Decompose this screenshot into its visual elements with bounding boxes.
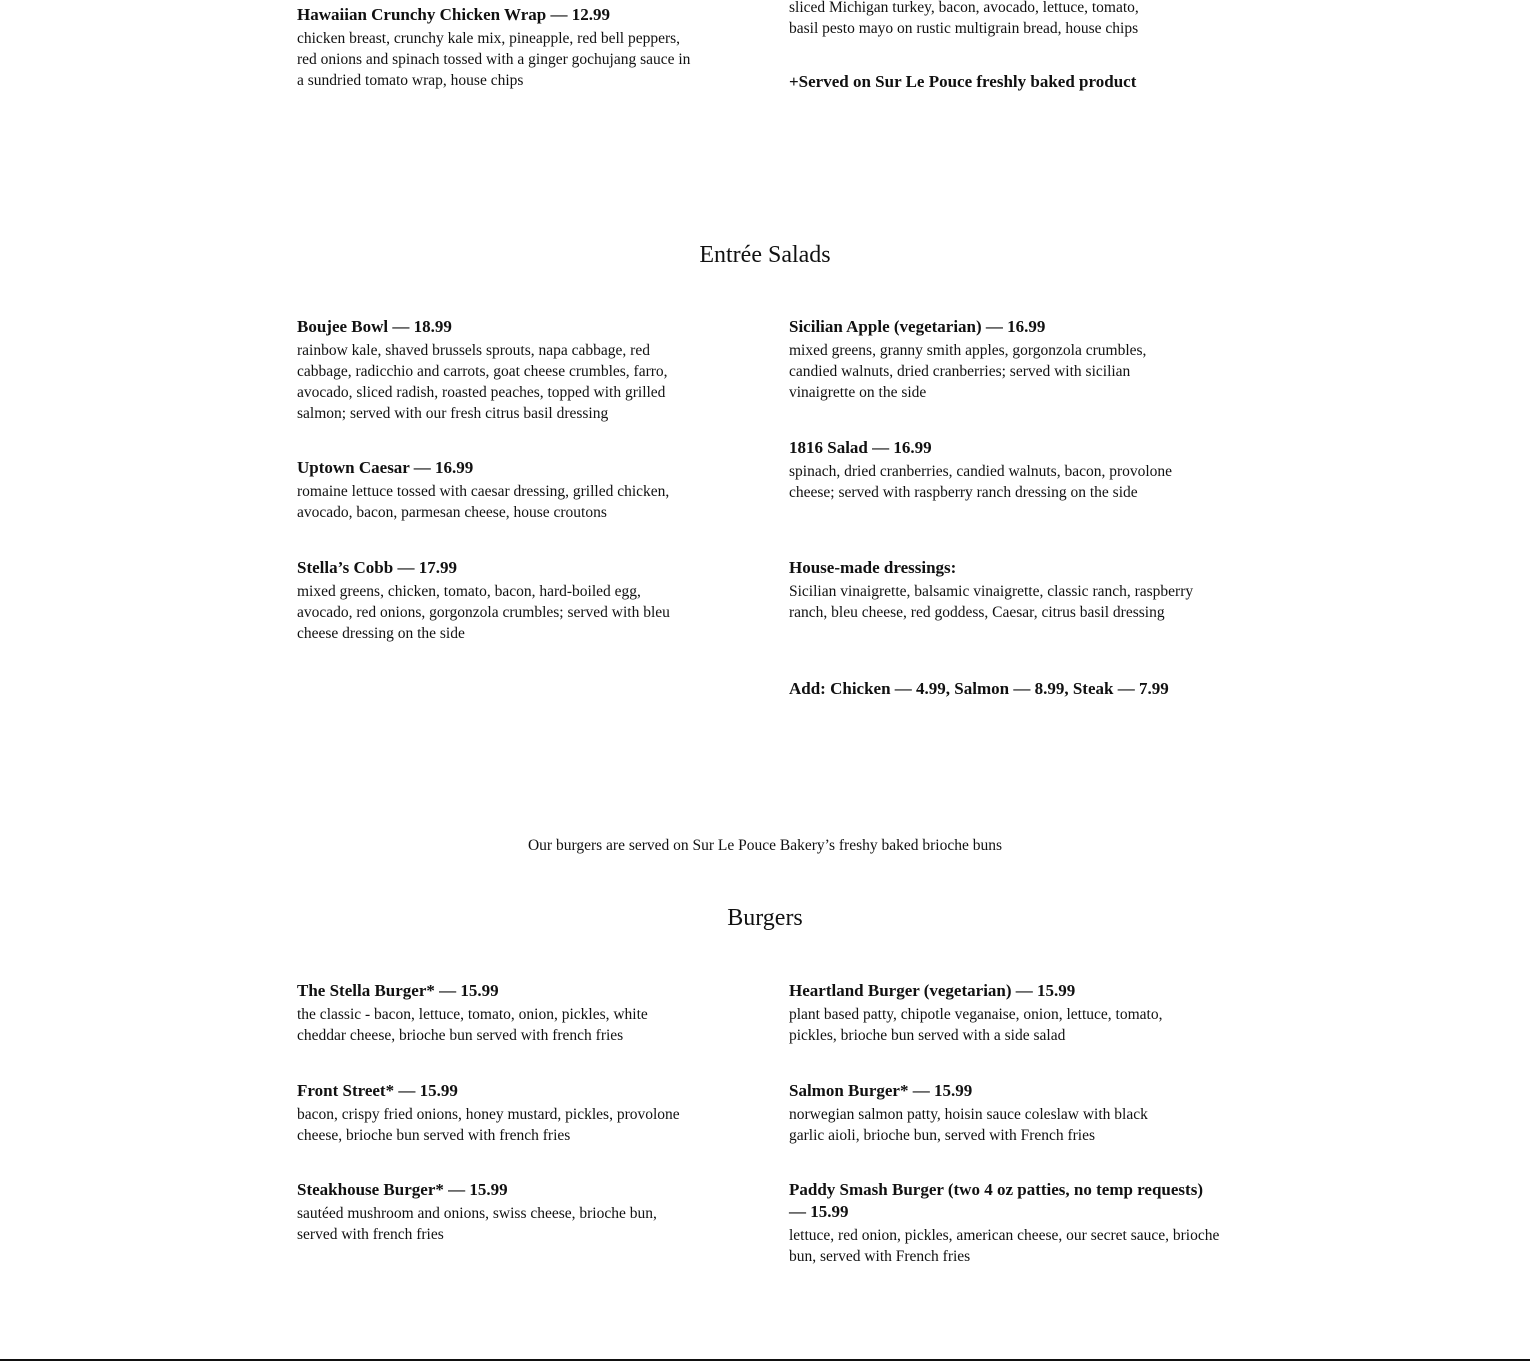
menu-item-hawaiian-wrap: [297, 4, 692, 91]
served-on-text: +Served on Sur Le Pouce freshly baked product: [789, 72, 1137, 91]
addons-text: Add: Chicken — 4.99, Salmon — 8.99, Steak — 7.99: [789, 679, 1169, 698]
menu-item-turkey-sandwich: [789, 0, 1169, 39]
menu-item-paddy-smash-burger: [789, 1179, 1221, 1267]
item-description: sliced Michigan turkey, bacon, avocado, lettuce, tomato, basil pesto mayo on rustic multigrain bread, house chips: [789, 0, 1139, 37]
item-title: Salmon Burger* — 15.99: [789, 1081, 973, 1100]
item-description: plant based patty, chipotle veganaise, onion, lettuce, tomato, pickles, brioche bun served with a side salad: [789, 1006, 1163, 1044]
item-title: Sicilian Apple (vegetarian) — 16.99: [789, 317, 1046, 336]
item-title: Uptown Caesar — 16.99: [297, 458, 474, 477]
menu-item-1816-salad: [789, 437, 1174, 503]
menu-item-steakhouse-burger: [297, 1179, 692, 1245]
item-description: lettuce, red onion, pickles, american cheese, our secret sauce, brioche bun, served with French fries: [789, 1227, 1220, 1265]
salad-addons: [789, 678, 1221, 700]
item-title: Hawaiian Crunchy Chicken Wrap — 12.99: [297, 5, 610, 24]
item-description: Sicilian vinaigrette, balsamic vinaigrette, classic ranch, raspberry ranch, bleu cheese, red goddess, Caesar, citrus basil dressing: [789, 583, 1194, 621]
item-title: Heartland Burger (vegetarian) — 15.99: [789, 981, 1076, 1000]
menu-item-heartland-burger: [789, 980, 1189, 1046]
item-title: Steakhouse Burger* — 15.99: [297, 1180, 508, 1199]
menu-item-stellas-cobb: [297, 557, 692, 644]
house-dressings: [789, 557, 1194, 623]
item-description: spinach, dried cranberries, candied walnuts, bacon, provolone cheese; served with raspberry ranch dressing on the side: [789, 463, 1173, 501]
burger-bun-note: Our burgers are served on Sur Le Pouce Bakery’s freshy baked brioche buns: [527, 837, 1003, 854]
menu-item-stella-burger: [297, 980, 692, 1046]
menu-item-salmon-burger: [789, 1080, 1174, 1146]
item-title: Stella’s Cobb — 17.99: [297, 558, 457, 577]
item-description: the classic - bacon, lettuce, tomato, onion, pickles, white cheddar cheese, brioche bun served with french fries: [297, 1006, 648, 1044]
item-title: Front Street* — 15.99: [297, 1081, 458, 1100]
item-description: sautéed mushroom and onions, swiss cheese, brioche bun, served with french fries: [297, 1205, 657, 1243]
menu-item-boujee-bowl: [297, 316, 692, 424]
item-title: Paddy Smash Burger (two 4 oz patties, no temp requests) — 15.99: [789, 1180, 1203, 1221]
item-title: Boujee Bowl — 18.99: [297, 317, 452, 336]
section-title-salads: Entrée Salads: [699, 242, 831, 268]
bottom-divider: [0, 1359, 1530, 1361]
item-description: bacon, crispy fried onions, honey mustard, pickles, provolone cheese, brioche bun served with french fries: [297, 1106, 680, 1144]
item-description: chicken breast, crunchy kale mix, pineapple, red bell peppers, red onions and spinach tossed with a ginger gochujang sauce in a sundried tomato wrap, house chips: [297, 30, 691, 89]
item-description: mixed greens, chicken, tomato, bacon, hard-boiled egg, avocado, red onions, gorgonzola crumbles; served with bleu cheese dressing on the side: [297, 583, 670, 642]
item-description: norwegian salmon patty, hoisin sauce coleslaw with black garlic aioli, brioche bun, served with French fries: [789, 1106, 1148, 1144]
served-on-note: [789, 71, 1221, 93]
item-title: The Stella Burger* — 15.99: [297, 981, 499, 1000]
menu-item-uptown-caesar: [297, 457, 692, 523]
item-description: romaine lettuce tossed with caesar dressing, grilled chicken, avocado, bacon, parmesan cheese, house croutons: [297, 483, 670, 521]
section-title-burgers: Burgers: [727, 905, 803, 931]
item-description: rainbow kale, shaved brussels sprouts, napa cabbage, red cabbage, radicchio and carrots, goat cheese crumbles, farro, avocado, sliced radish, roasted peaches, topped with grilled salmon; served with our fresh citrus basil dressing: [297, 342, 668, 422]
item-description: mixed greens, granny smith apples, gorgonzola crumbles, candied walnuts, dried cranberries; served with sicilian vinaigrette on the side: [789, 342, 1147, 401]
item-title: 1816 Salad — 16.99: [789, 438, 932, 457]
item-title: House-made dressings:: [789, 558, 957, 577]
menu-item-sicilian-apple: [789, 316, 1174, 403]
menu-item-front-street: [297, 1080, 692, 1146]
